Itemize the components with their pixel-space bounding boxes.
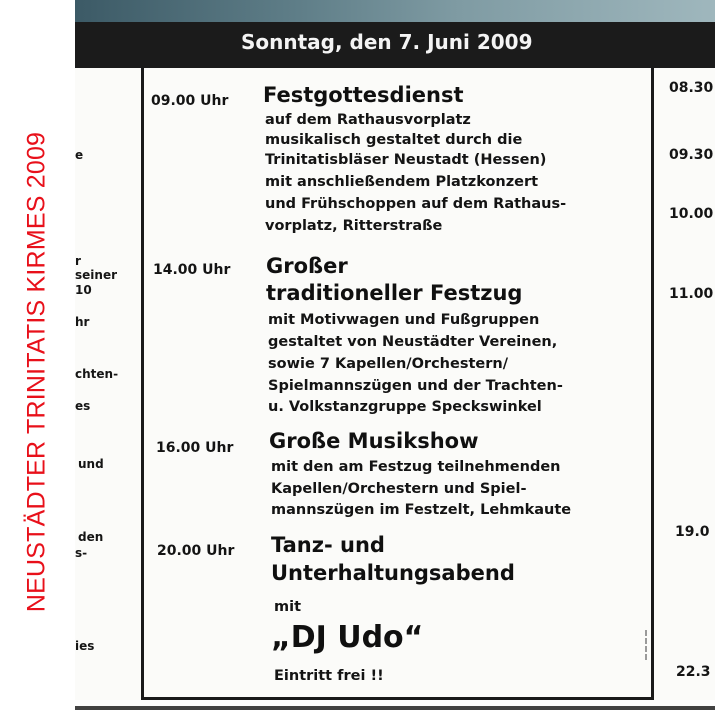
left-fragment: r (75, 254, 81, 268)
event-time: 09.00 Uhr (151, 93, 229, 109)
left-fragment: es (75, 399, 91, 413)
right-time: 11.00 (669, 286, 714, 302)
dashed-divider (645, 630, 657, 660)
event-text: u. Volkstanzgruppe Speckswinkel (268, 399, 542, 415)
event-title: traditioneller Festzug (266, 281, 523, 305)
left-fragment: den (78, 530, 104, 544)
left-fragment: chten- (75, 367, 119, 381)
event-text: gestaltet von Neustädter Vereinen, (268, 334, 558, 350)
event-note: Eintritt frei !! (274, 668, 384, 684)
side-title-strip (0, 0, 75, 715)
event-time: 14.00 Uhr (153, 262, 231, 278)
left-fragment: ies (75, 639, 95, 653)
event-text: mit (274, 599, 302, 615)
left-fragment: seiner (75, 268, 117, 282)
side-title: NEUSTÄDTER TRINITATIS KIRMES 2009 (22, 131, 51, 613)
event-headliner: „DJ Udo“ (271, 620, 424, 655)
event-time: 16.00 Uhr (156, 440, 234, 456)
event-title: Tanz- und (271, 533, 385, 557)
left-fragment: 10 (75, 283, 92, 297)
frame-right-rule (651, 68, 654, 700)
event-text: Spielmannszügen und der Trachten- (268, 378, 563, 394)
top-photo-strip (75, 0, 715, 22)
event-text: vorplatz, Ritterstraße (265, 218, 443, 234)
left-fragment: und (78, 457, 104, 471)
bottom-cut-text-strip (75, 700, 715, 715)
left-fragment: s- (75, 546, 88, 560)
right-time: 22.3 (676, 664, 711, 680)
event-text: mannszügen im Festzelt, Lehmkaute (271, 502, 572, 518)
left-fragment: hr (75, 315, 90, 329)
event-text: auf dem Rathausvorplatz (265, 112, 471, 128)
event-title: Große Musikshow (269, 429, 479, 453)
event-title: Großer (266, 254, 348, 278)
event-text: musikalisch gestaltet durch die (265, 132, 523, 148)
header-date: Sonntag, den 7. Juni 2009 (241, 30, 533, 54)
event-text: mit Motivwagen und Fußgruppen (268, 312, 540, 328)
event-text: Trinitatisbläser Neustadt (Hessen) (265, 152, 547, 168)
left-fragment: e (75, 148, 84, 162)
right-time: 09.30 (669, 147, 714, 163)
event-text: mit anschließendem Platzkonzert (265, 174, 539, 190)
right-time: 10.00 (669, 206, 714, 222)
event-text: mit den am Festzug teilnehmenden (271, 459, 561, 475)
date-header-bar (75, 22, 715, 68)
event-text: sowie 7 Kapellen/Orchestern/ (268, 356, 509, 372)
event-title: Festgottesdienst (263, 83, 464, 107)
event-text: und Frühschoppen auf dem Rathaus- (265, 196, 567, 212)
event-text: Kapellen/Orchestern und Spiel- (271, 481, 527, 497)
poster-scan (75, 0, 715, 715)
event-time: 20.00 Uhr (157, 543, 235, 559)
right-time: 19.0 (675, 524, 710, 540)
right-time: 08.30 (669, 80, 714, 96)
event-title: Unterhaltungsabend (271, 561, 515, 585)
frame-left-rule (141, 68, 144, 700)
